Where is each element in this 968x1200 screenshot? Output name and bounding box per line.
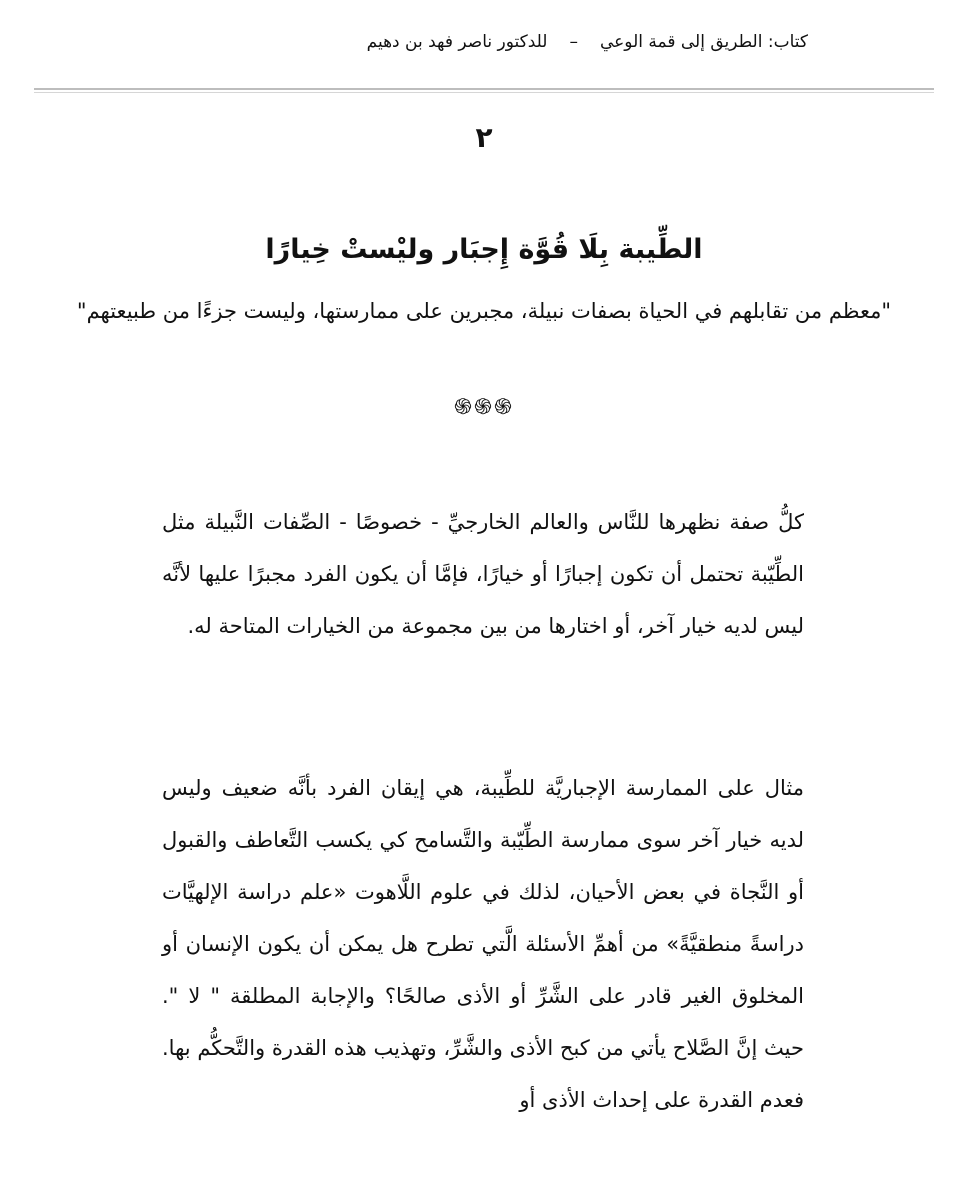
header-author: للدكتور ناصر فهد بن دهيم [366,32,548,52]
header-book-title: كتاب: الطريق إلى قمة الوعي [599,32,808,52]
header-divider-thin [34,92,934,93]
body-paragraph-1: كلُّ صفة نظهرها للنَّاس والعالم الخارجيِّ - خصوصًا - الصِّفات النَّبيلة مثل الطِّيّبة تحتمل أن تكون إجبارًا أو خيارًا، فإمَّا أن يكون الفرد مجبرًا عليها لأنَّه ليس لديه خيار آخر، أو اختارها من بين مجموعة من الخيارات المتاحة له. [162,510,804,638]
running-header [40,26,808,58]
chapter-epigraph: "معظم من تقابلهم في الحياة بصفات نبيلة، مجبرين على ممارستها، وليست جزءًا من طبيعتهم" [76,299,892,323]
header-separator: – [569,32,578,52]
body-paragraph-2: مثال على الممارسة الإجباريَّة للطِّيبة، هي إيقان الفرد بأنَّه ضعيف وليس لديه خيار آخر سوى ممارسة الطِّيّبة والتَّسامح كي يكسب التَّعاطف والقبول أو النَّجاة في بعض الأحيان، لذلك في علوم اللَّاهوت «علم دراسة الإلهيَّات دراسةً منطقيَّةً» من أهمِّ الأسئلة الَّتي تطرح هل يمكن أن يكون الإنسان أو المخلوق الغير قادر على الشَّرِّ أو الأذى صالحًا؟ والإجابة المطلقة " لا ". حيث إنَّ الصَّلاح يأتي من كبح الأذى والشَّرِّ، وتهذيب هذه القدرة والتَّحكُّم بها. فعدم القدرة على إحداث الأذى أو [162,776,804,1112]
chapter-number: ٢ [475,121,493,154]
ornament-divider: ֍֍֍ [454,395,514,420]
header-divider [34,88,934,90]
chapter-title: الطِّيبة بِلَا قُوَّة إِجبَار وليْستْ خِيارًا [265,234,703,265]
